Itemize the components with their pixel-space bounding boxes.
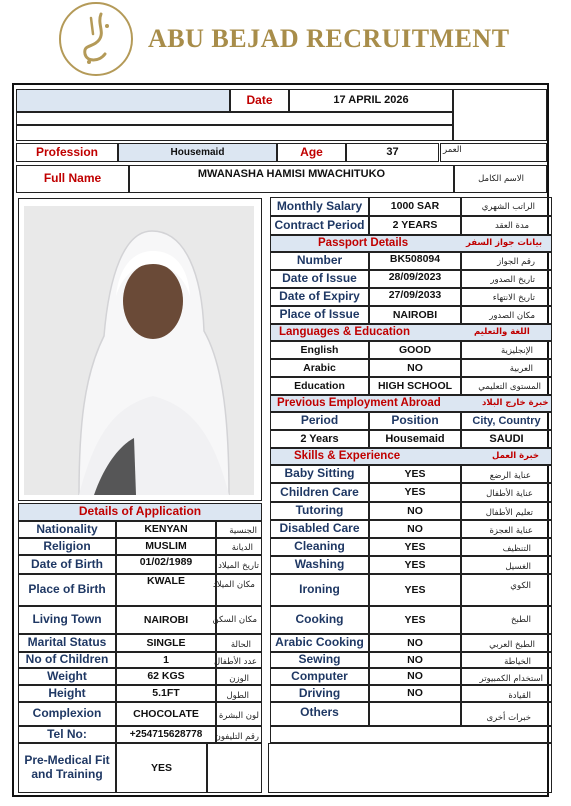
children-ar: عدد الأطفال	[213, 657, 257, 667]
skill-others-label: Others	[270, 702, 369, 726]
nationality-ar: الجنسية	[229, 526, 257, 536]
skill-cooking-ar-box	[461, 606, 552, 634]
children-value: 1	[116, 652, 216, 668]
skill-children-care-label: Children Care	[270, 483, 369, 502]
education-ar: المستوى التعليمي	[478, 382, 541, 392]
skill-driving-label: Driving	[270, 685, 369, 702]
dob-value: 01/02/1989	[116, 555, 216, 574]
employment-period-header: Period	[270, 412, 369, 430]
skill-baby-sitting-label: Baby Sitting	[270, 465, 369, 483]
calligraphy-logo-icon	[61, 4, 131, 74]
passport-number-ar-box	[461, 252, 552, 270]
dob-ar-box	[216, 555, 262, 574]
height-label: Height	[18, 685, 116, 702]
skill-cooking-ar: الطبخ	[511, 615, 531, 625]
tel-value: +254715628778	[116, 726, 216, 743]
date-label: Date	[230, 89, 289, 112]
education-value: HIGH SCHOOL	[369, 377, 461, 395]
profession-value: Housemaid	[118, 143, 277, 162]
expiry-date-ar: تاريخ الانتهاء	[492, 293, 535, 303]
skill-arabic-cooking-ar: الطبخ العربي	[489, 640, 535, 650]
skill-driving-ar-box	[461, 685, 552, 702]
age-label: Age	[277, 143, 346, 162]
skill-arabic-cooking-value: NO	[369, 634, 461, 652]
salary-label: Monthly Salary	[270, 197, 369, 216]
languages-title: Languages & Education	[279, 325, 410, 338]
issue-date-ar: تاريخ الصدور	[490, 275, 535, 285]
expiry-date-value: 27/09/2033	[369, 288, 461, 306]
blank-row-1	[16, 112, 453, 125]
skill-others-ar: خبرات أخرى	[486, 713, 531, 723]
marital-status-value: SINGLE	[116, 634, 216, 652]
religion-ar-box	[216, 538, 262, 555]
fullname-ar-box	[454, 165, 547, 193]
period-label: Contract Period	[270, 216, 369, 235]
skill-cleaning-value: YES	[369, 538, 461, 556]
skill-baby-sitting-ar-box	[461, 465, 552, 483]
tel-ar: رقم التليفون	[214, 732, 259, 742]
employment-title: Previous Employment Abroad	[277, 396, 441, 409]
pre-medical-value: YES	[116, 743, 207, 793]
salary-value: 1000 SAR	[369, 197, 461, 216]
period-value: 2 YEARS	[369, 216, 461, 235]
skill-computer-label: Computer	[270, 668, 369, 685]
marital-status-label: Marital Status	[18, 634, 116, 652]
religion-label: Religion	[18, 538, 116, 555]
age-ar-box	[440, 143, 547, 162]
weight-label: Weight	[18, 668, 116, 685]
profession-label: Profession	[16, 143, 118, 162]
employment-position-header: Position	[369, 412, 461, 430]
employment-period-value: 2 Years	[270, 430, 369, 448]
religion-value: MUSLIM	[116, 538, 216, 555]
complexion-ar: لون البشرة	[218, 711, 259, 721]
skill-ironing-ar: الكوي	[510, 581, 531, 591]
skill-baby-sitting-value: YES	[369, 465, 461, 483]
passport-number-ar: رقم الجواز	[497, 257, 535, 267]
skill-tutoring-ar: تعليم الأطفال	[485, 508, 533, 518]
arabic-ar-box	[461, 359, 552, 377]
passport-number-label: Number	[270, 252, 369, 270]
education-label: Education	[270, 377, 369, 395]
skill-others-value	[369, 702, 461, 726]
pre-medical-label: Pre-Medical Fit and Training	[18, 743, 116, 793]
skill-disabled-care-ar-box	[461, 520, 552, 538]
dob-label: Date of Birth	[18, 555, 116, 574]
fullname-label: Full Name	[16, 165, 129, 193]
english-ar: الإنجليزية	[500, 346, 533, 356]
english-value: GOOD	[369, 341, 461, 359]
issue-date-ar-box	[461, 270, 552, 288]
tel-ar-box	[216, 726, 262, 743]
employment-position-value: Housemaid	[369, 430, 461, 448]
weight-ar: الوزن	[229, 674, 249, 684]
skill-cleaning-ar-box	[461, 538, 552, 556]
skill-children-care-value: YES	[369, 483, 461, 502]
place-of-issue-label: Place of Issue	[270, 306, 369, 324]
skill-sewing-label: Sewing	[270, 652, 369, 668]
skill-cooking-label: Cooking	[270, 606, 369, 634]
applicant-photo	[24, 206, 254, 495]
issue-date-value: 28/09/2023	[369, 270, 461, 288]
passport-title-ar: بيانات جواز السفر	[466, 238, 543, 248]
application-header: Details of Application	[18, 503, 262, 521]
salary-ar: الراتب الشهري	[481, 202, 535, 212]
skill-tutoring-label: Tutoring	[270, 502, 369, 520]
nationality-label: Nationality	[18, 521, 116, 538]
skill-sewing-ar: الخياطة	[504, 657, 531, 667]
height-value: 5.1FT	[116, 685, 216, 702]
blank-row-2	[16, 125, 453, 141]
skill-ironing-label: Ironing	[270, 574, 369, 606]
skill-cleaning-label: Cleaning	[270, 538, 369, 556]
employment-country-value: SAUDI	[461, 430, 552, 448]
period-ar-box	[461, 216, 552, 235]
skill-computer-ar: استخدام الكمبيوتر	[479, 674, 543, 684]
passport-number-value: BK508094	[369, 252, 461, 270]
company-logo	[59, 2, 133, 76]
skill-washing-value: YES	[369, 556, 461, 574]
skill-arabic-cooking-label: Arabic Cooking	[270, 634, 369, 652]
expiry-date-label: Date of Expiry	[270, 288, 369, 306]
skill-others-ar-box	[461, 702, 552, 726]
skill-children-care-ar: عناية الأطفال	[486, 489, 533, 499]
living-town-ar: مكان السكن	[212, 615, 257, 625]
skill-sewing-ar-box	[461, 652, 552, 668]
arabic-ar: العربية	[509, 364, 533, 374]
skill-disabled-care-label: Disabled Care	[270, 520, 369, 538]
skill-baby-sitting-ar: عناية الرضع	[489, 471, 531, 481]
marital-status-ar-box	[216, 634, 262, 652]
arabic-label: Arabic	[270, 359, 369, 377]
height-ar-box	[216, 685, 262, 702]
skill-sewing-value: NO	[369, 652, 461, 668]
place-of-issue-value: NAIROBI	[369, 306, 461, 324]
age-value: 37	[346, 143, 439, 162]
skill-tutoring-value: NO	[369, 502, 461, 520]
date-side-box	[453, 89, 547, 141]
pob-ar-box	[212, 574, 262, 606]
skill-computer-ar-box	[461, 668, 552, 685]
skills-title: Skills & Experience	[294, 449, 401, 462]
living-town-ar-box	[212, 606, 262, 634]
children-ar-box	[213, 652, 262, 668]
pob-value: KWALE	[116, 574, 216, 606]
arabic-value: NO	[369, 359, 461, 377]
passport-title: Passport Details	[318, 236, 409, 249]
marital-status-ar: الحالة	[230, 640, 251, 650]
height-ar: الطول	[226, 691, 249, 701]
salary-ar-box	[461, 197, 552, 216]
skill-disabled-care-ar: عناية العجزة	[489, 526, 533, 536]
skill-cleaning-ar: التنظيف	[502, 544, 531, 554]
complexion-value: CHOCOLATE	[116, 702, 216, 726]
nationality-ar-box	[216, 521, 262, 538]
skill-children-care-ar-box	[461, 483, 552, 502]
date-spacer	[16, 89, 230, 112]
skill-arabic-cooking-ar-box	[461, 634, 552, 652]
skill-driving-value: NO	[369, 685, 461, 702]
place-of-issue-ar-box	[461, 306, 552, 324]
bottom-right-blank	[268, 743, 552, 793]
religion-ar: الديانة	[231, 543, 253, 553]
skill-computer-value: NO	[369, 668, 461, 685]
skills-blank-row	[270, 726, 552, 743]
pre-medical-ar-box	[207, 743, 262, 793]
fullname-value: MWANASHA HAMISI MWACHITUKO	[129, 165, 454, 193]
english-label: English	[270, 341, 369, 359]
pob-label: Place of Birth	[18, 574, 116, 606]
skill-driving-ar: القيادة	[508, 691, 531, 701]
tel-label: Tel No:	[18, 726, 116, 743]
date-value: 17 APRIL 2026	[289, 89, 453, 112]
languages-title-ar: اللغة والتعليم	[474, 327, 530, 337]
skill-cooking-value: YES	[369, 606, 461, 634]
living-town-label: Living Town	[18, 606, 116, 634]
skill-ironing-value: YES	[369, 574, 461, 606]
complexion-label: Complexion	[18, 702, 116, 726]
weight-value: 62 KGS	[116, 668, 216, 685]
skill-washing-ar-box	[461, 556, 552, 574]
education-ar-box	[461, 377, 552, 395]
fullname-ar: الاسم الكامل	[478, 174, 524, 184]
pob-ar: مكان الميلاد	[212, 580, 255, 590]
dob-ar: تاريخ الميلاد	[218, 561, 259, 571]
skill-washing-ar: الغسيل	[505, 562, 531, 572]
skill-washing-label: Washing	[270, 556, 369, 574]
expiry-date-ar-box	[461, 288, 552, 306]
employment-title-ar: خبرة خارج البلاد	[482, 398, 549, 408]
skill-tutoring-ar-box	[461, 502, 552, 520]
complexion-ar-box	[216, 702, 262, 726]
english-ar-box	[461, 341, 552, 359]
skill-disabled-care-value: NO	[369, 520, 461, 538]
nationality-value: KENYAN	[116, 521, 216, 538]
children-label: No of Children	[18, 652, 116, 668]
company-name: ABU BEJAD RECRUITMENT	[148, 24, 510, 53]
skill-ironing-ar-box	[461, 574, 552, 606]
skills-title-ar: خبرة العمل	[492, 451, 540, 461]
weight-ar-box	[216, 668, 262, 685]
employment-country-header: City, Country	[461, 412, 552, 430]
place-of-issue-ar: مكان الصدور	[489, 311, 535, 321]
age-ar: العمر	[443, 145, 462, 155]
period-ar: مدة العقد	[495, 221, 529, 231]
living-town-value: NAIROBI	[116, 606, 216, 634]
issue-date-label: Date of Issue	[270, 270, 369, 288]
